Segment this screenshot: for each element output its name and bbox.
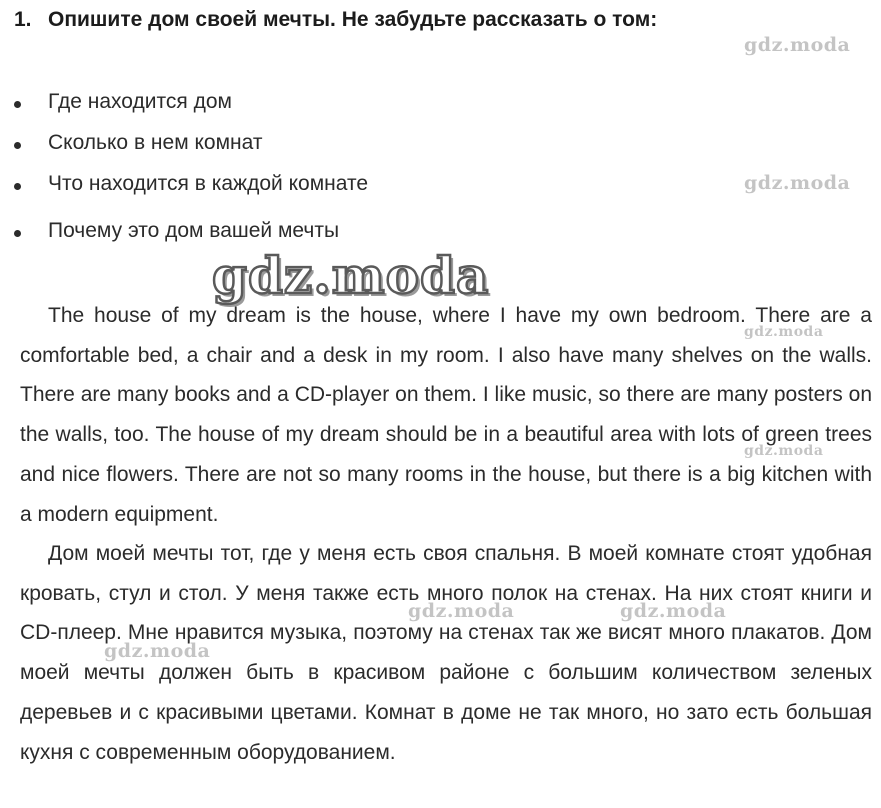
task-heading (14, 8, 657, 32)
watermark-logo: gdz.moda (104, 640, 211, 662)
bullet-item: Что находится в каждой комнате (48, 172, 369, 195)
russian-paragraph: Дом моей мечты тот, где у меня есть своя спальня. В моей комнате стоят удобная кровать, стул и стол. У меня также есть много полок на стенах. На них стоят книги и CD-плеер. Мне нравится музыка, поэтому на стенах так же висят много плакатов. Дом моей мечты должен быть в красивом районе с большим количеством зеленых деревьев и с красивыми цветами. Комнат в доме не так много, но зато есть большая кухня с современным оборудованием. (20, 542, 872, 764)
task-text: Опишите дом своей мечты. Не забудьте рассказать о том: (48, 8, 658, 31)
bullet-item: Почему это дом вашей мечты (48, 219, 340, 242)
watermark-logo: gdz.moda (744, 443, 824, 459)
watermark-logo: gdz.moda (744, 34, 851, 56)
watermark-logo: gdz.moda (744, 324, 824, 340)
bullet-item: Где находится дом (48, 90, 232, 113)
english-paragraph: The house of my dream is the house, where I have my own bedroom. There are a comfortable bed, a chair and a desk in my room. I also have many shelves on the walls. There are many books and a CD-player on them. I like music, so there are many posters on the walls, too. The house of my dream should be in a beautiful area with lots of green trees and nice flowers. There are not so many rooms in the house, but there is a big kitchen with a modern equipment. (20, 304, 872, 526)
watermark-logo: gdz.moda (744, 172, 851, 194)
watermark-logo: gdz.moda (212, 246, 490, 305)
task-number: 1. (14, 8, 32, 31)
bullet-item: Сколько в нем комнат (48, 131, 263, 154)
watermark-logo: gdz.moda (408, 600, 515, 622)
watermark-logo: gdz.moda (620, 600, 727, 622)
